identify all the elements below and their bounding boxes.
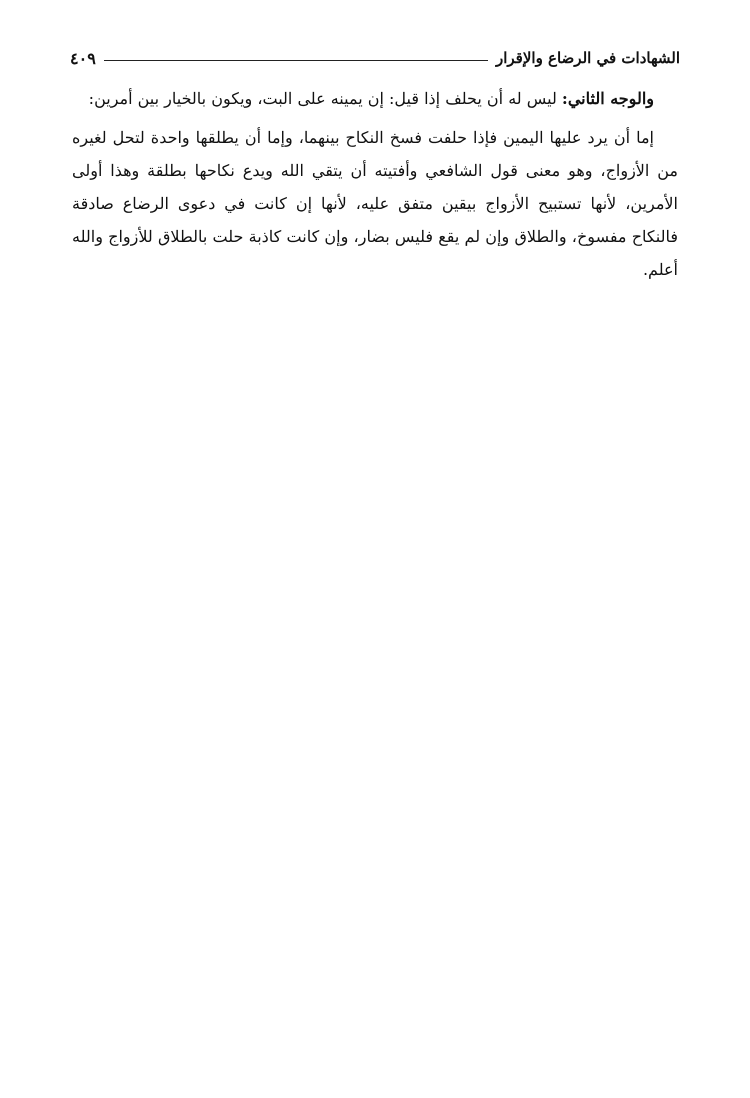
paragraph-1-text: ليس له أن يحلف إذا قيل: إن يمينه على البت، ويكون بالخيار بين أمرين: — [88, 89, 562, 108]
paragraph-2-text: إما أن يرد عليها اليمين فإذا حلفت فسخ النكاح بينهما، وإما أن يطلقها واحدة لتحل لغيره من الأزواج، وهو معنى قول الشافعي وأفتيته أن يتقي الله ويدع نكاحها بطلقة وهذا أولى الأمرين، لأنها تستبيح الأزواج بيقين متفق عليه، لأنها إن كانت في دعوى الرضاع صادقة فالنكاح مفسوخ، والطلاق وإن لم يقع فليس بضار، وإن كانت كاذبة حلت بالطلاق للأزواج والله أعلم. — [72, 128, 678, 279]
body-text — [72, 82, 678, 286]
paragraph-1 — [72, 82, 678, 115]
paragraph-2 — [72, 121, 678, 286]
paragraph-1-lead: والوجه الثاني: — [561, 89, 654, 108]
header-title: الشهادات في الرضاع والإقرار — [495, 49, 680, 67]
page-number: ٤٠٩ — [70, 48, 96, 68]
header-rule — [104, 60, 488, 61]
running-header — [70, 44, 680, 72]
